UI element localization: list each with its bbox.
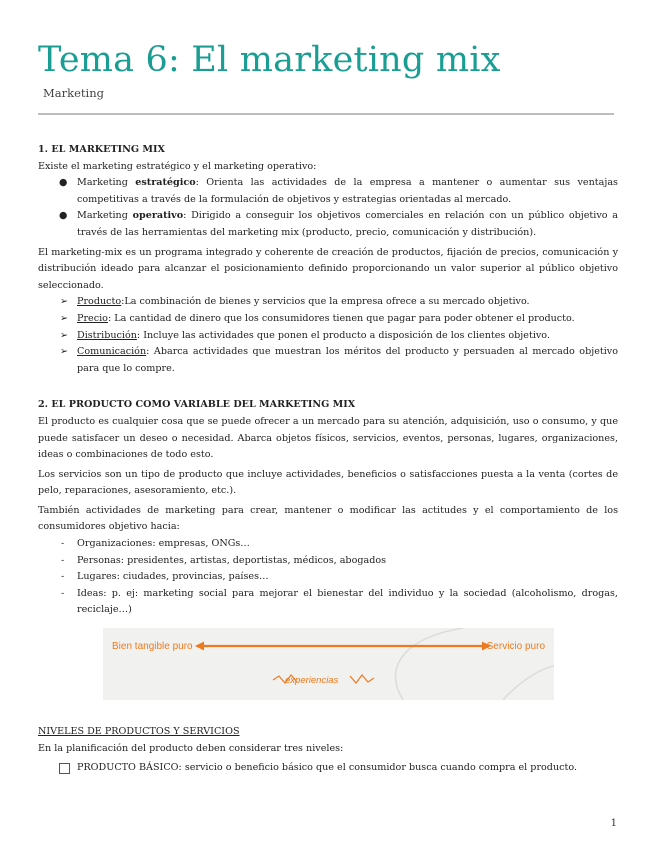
list-item-term: Distribución [77,329,137,341]
list-item [38,586,618,619]
list-item-text: : Dirigido a conseguir los objetivos comerciales en relación con un público objetivo a través de las herramientas del marketing mix (producto, precio, comunicación y distribución). [77,210,618,238]
zigzag-right-icon [350,675,374,683]
background-curve [503,666,554,700]
checklist-text: : servicio o beneficio básico que el consumidor busca cuando compra el producto. [178,762,578,774]
list-item-lead: Marketing [77,177,136,189]
dash-bullet-icon: - [61,587,65,599]
subsection-heading: NIVELES DE PRODUCTOS Y SERVICIOS [38,726,240,738]
dash-bullet-icon: - [61,571,65,583]
product-continuum-figure [103,628,554,700]
list-item-term: Comunicación [77,346,147,358]
figure-left-label: Bien tangible puro [112,641,193,653]
dash-bullet-icon: - [61,538,65,550]
list-item [38,536,618,553]
list-item [38,569,618,586]
arrow-list [38,294,618,377]
list-item-lead: Marketing [77,210,133,222]
list-item-term: Precio [77,312,108,324]
dash-bullet-icon: - [61,554,65,566]
list-item-text: : Abarca actividades que muestran los méritos del producto y persuaden al mercado objetivo para que lo compre. [77,346,618,374]
title-divider [38,113,614,115]
list-item [38,553,618,570]
paragraph: Existe el marketing estratégico y el marketing operativo: [38,160,317,172]
checklist-item [38,760,618,777]
section-heading: 1. EL MARKETING MIX [38,144,165,155]
arrow-bullet-icon: ➢ [60,296,69,308]
list-item-text: Organizaciones: empresas, ONGs… [77,538,250,550]
paragraph: En la planificación del producto deben considerar tres niveles: [38,742,344,754]
checklist-term: PRODUCTO BÁSICO [77,762,179,774]
paragraph: El marketing-mix es un programa integrado y coherente de creación de productos, fijación de precios, comunicación y distribución ideado para alcanzar el posicionamiento definido proporcionando un valor superior al público objetivo seleccionado. [38,246,618,291]
list-item [38,175,618,208]
page-subtitle: Marketing [43,86,104,100]
document-body [38,142,618,777]
dash-list [38,536,618,619]
list-item [38,328,618,345]
list-item-text: : Orienta las actividades de la empresa a mantener o aumentar sus ventajas competitivas a través de la formulación de objetivos y estrategias orientadas al mercado. [77,177,618,205]
arrow-left-icon [195,642,204,651]
bullet-dot-icon: ● [59,177,68,189]
arrow-bullet-icon: ➢ [60,329,69,341]
list-item-text: : Incluye las actividades que ponen el producto a disposición de los clientes objetivo. [136,329,550,341]
page-number: 1 [610,818,617,829]
list-item [38,294,618,311]
list-item-bold: operativo [132,210,184,222]
list-item [38,344,618,377]
background-curve [396,628,464,700]
list-item-text: :La combinación de bienes y servicios que la empresa ofrece a su mercado objetivo. [121,296,530,308]
figure-right-label: Servicio puro [486,641,545,653]
bullet-dot-icon: ● [59,210,68,222]
list-item-text: : La cantidad de dinero que los consumidores tienen que pagar para poder obtener el producto. [107,312,575,324]
list-item-text: Personas: presidentes, artistas, deportistas, médicos, abogados [77,554,387,566]
section-heading: 2. EL PRODUCTO COMO VARIABLE DEL MARKETING MIX [38,399,356,411]
list-item [38,208,618,241]
arrow-bullet-icon: ➢ [60,346,69,358]
list-item-text: Ideas: p. ej: marketing social para mejorar el bienestar del individuo y la sociedad (alcoholismo, drogas, reciclaje…) [77,587,618,616]
list-item-bold: estratégico [135,177,196,189]
list-item-term: Producto [77,296,122,308]
paragraph: El producto es cualquier cosa que se puede ofrecer a un mercado para su atención, adquisición, uso o consumo, y que puede satisfacer un deseo o necesidad. Abarca objetos físicos, servicios, eventos, personas, lugares, organizaciones, ideas o combinaciones de todo esto. [38,415,618,461]
bullet-list [38,175,618,241]
page-title: Tema 6: El marketing mix [38,40,501,80]
arrow-bullet-icon: ➢ [60,312,69,324]
checkbox[interactable] [59,763,70,774]
figure-middle-label: experiencias [285,675,339,687]
paragraph: Los servicios son un tipo de producto que incluye actividades, beneficios o satisfacciones puesta a la venta (cortes de pelo, reparaciones, asesoramiento, etc.). [38,468,618,497]
list-item [38,311,618,328]
paragraph: También actividades de marketing para crear, mantener o modificar las actitudes y el comportamiento de los consumidores objetivo hacia: [38,504,618,533]
list-item-text: Lugares: ciudades, provincias, países… [77,571,269,583]
